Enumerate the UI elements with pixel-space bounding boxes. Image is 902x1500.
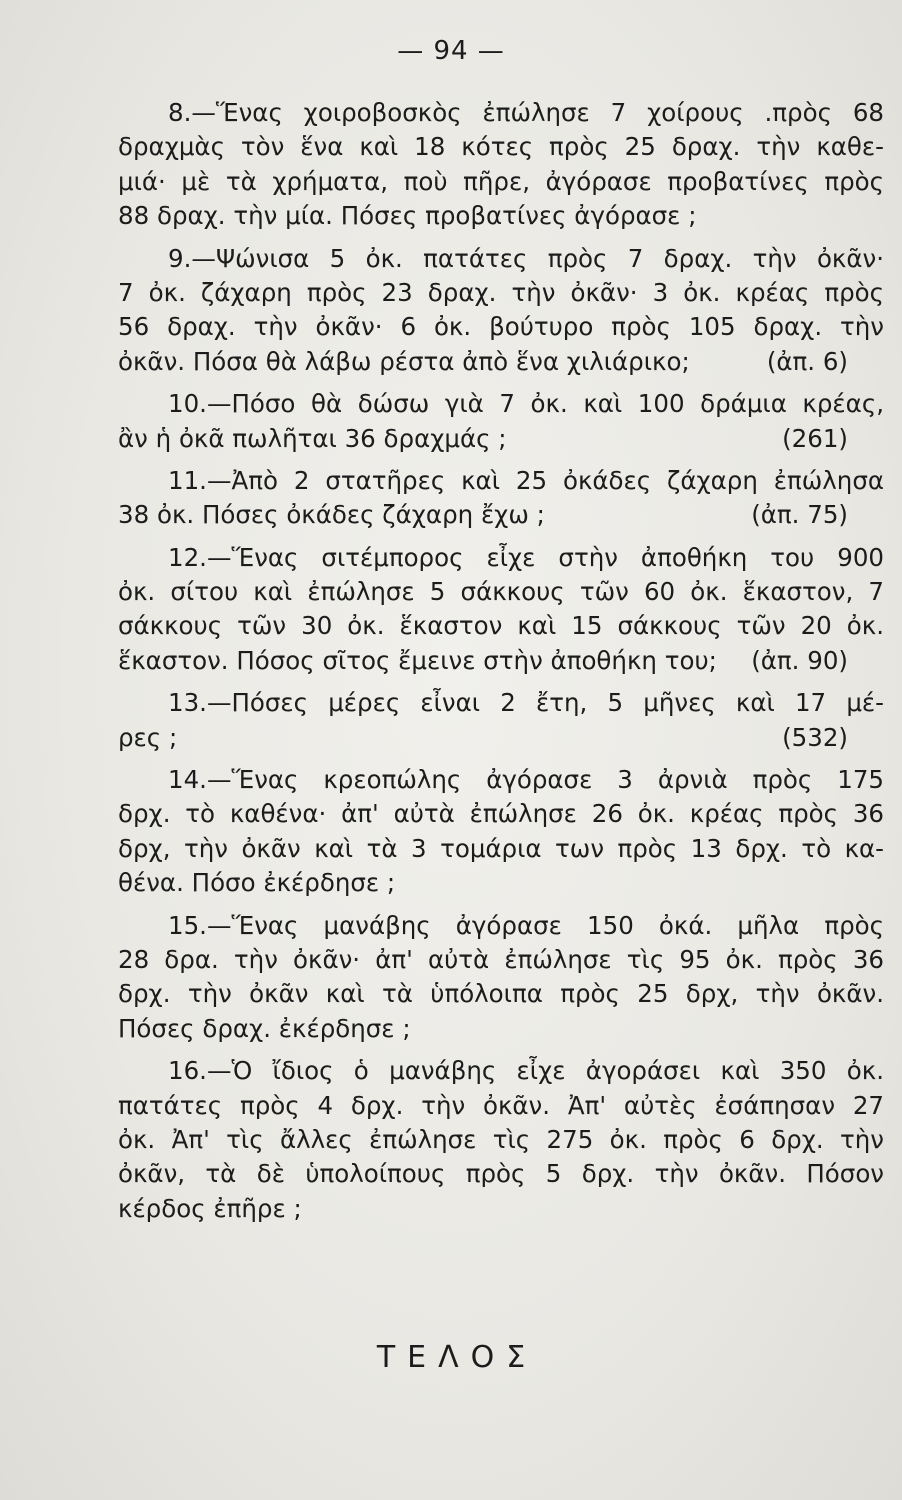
problem-line xyxy=(118,422,884,456)
problem-11 xyxy=(118,464,884,533)
problem-line: 12.—Ἕνας σιτέμπορος εἶχε στὴν ἀποθήκη του 900 xyxy=(168,542,884,572)
problem-line-text: ὀκᾶν. Πόσα θὰ λάβω ρέστα ἀπὸ ἕνα χιλιάρικο; xyxy=(118,346,690,376)
problem-line: 16.—Ὁ ἴδιος ὁ μανάβης εἶχε ἀγοράσει καὶ 350 ὀκ. xyxy=(168,1056,884,1086)
answer-label: (ἀπ. 75) xyxy=(751,500,848,530)
problem-line xyxy=(118,345,884,379)
problem-line: ὀκᾶν, τὰ δὲ ὑπολοίπους πρὸς 5 δρχ. τὴν ὀκᾶν. Πόσον xyxy=(118,1159,884,1189)
problem-line: Πόσες δραχ. ἐκέρδησε ; xyxy=(118,1013,411,1043)
problem-line xyxy=(118,721,884,755)
problem-line xyxy=(118,644,884,678)
problem-line: μιά· μὲ τὰ χρήματα, ποὺ πῆρε, ἀγόρασε προβατίνες πρὸς xyxy=(118,166,884,196)
problem-line: 8.—Ἕνας χοιροβοσκὸς ἐπώλησε 7 χοίρους .πρὸς 68 xyxy=(168,98,884,127)
problem-line: 14.—Ἕνας κρεοπώλης ἀγόρασε 3 ἀρνιὰ πρὸς 175 xyxy=(168,765,884,795)
answer-label: (532) xyxy=(782,722,848,752)
problem-line: δραχμὰς τὸν ἕνα καὶ 18 κότες πρὸς 25 δραχ. τὴν καθε- xyxy=(118,132,884,162)
problem-line: ὀκ. Ἀπ' τὶς ἄλλες ἐπώλησε τὶς 275 ὀκ. πρὸς 6 δρχ. τὴν xyxy=(118,1124,884,1154)
problem-line: 11.—Ἀπὸ 2 στατῆρες καὶ 25 ὀκάδες ζάχαρη ἐπώλησα xyxy=(168,465,884,495)
problem-line: 13.—Πόσες μέρες εἶναι 2 ἔτη, 5 μῆνες καὶ 17 μέ- xyxy=(168,688,884,718)
problem-line-text: ρες ; xyxy=(118,722,178,752)
problem-line: 10.—Πόσο θὰ δώσω γιὰ 7 ὀκ. καὶ 100 δράμια κρέας, xyxy=(168,389,884,419)
problem-14 xyxy=(118,763,884,901)
problem-16 xyxy=(118,1054,884,1226)
problem-line: θένα. Πόσο ἐκέρδησε ; xyxy=(118,868,396,898)
problem-list xyxy=(118,96,884,1234)
answer-label: (261) xyxy=(782,423,848,453)
problem-line: 7 ὀκ. ζάχαρη πρὸς 23 δραχ. τὴν ὀκᾶν· 3 ὀκ. κρέας πρὸς xyxy=(118,277,884,307)
answer-label: (ἀπ. 90) xyxy=(751,645,848,675)
problem-line: δρχ. τὸ καθένα· ἀπ' αὐτὰ ἐπώλησε 26 ὀκ. κρέας πρὸς 36 xyxy=(118,799,884,829)
problem-line: 88 δραχ. τὴν μία. Πόσες προβατίνες ἀγόρασε ; xyxy=(118,201,697,231)
problem-line-text: ἂν ἡ ὀκᾶ πωλῆται 36 δραχμάς ; xyxy=(118,423,507,453)
problem-line: ὀκ. σίτου καὶ ἐπώλησε 5 σάκκους τῶν 60 ὀκ. ἕκαστον, 7 xyxy=(118,577,884,607)
problem-12 xyxy=(118,541,884,679)
problem-line: 28 δρα. τὴν ὀκᾶν· ἀπ' αὐτὰ ἐπώλησε τὶς 95 ὀκ. πρὸς 36 xyxy=(118,944,884,974)
problem-line: κέρδος ἐπῆρε ; xyxy=(118,1193,302,1223)
problem-13 xyxy=(118,686,884,755)
problem-line: σάκκους τῶν 30 ὀκ. ἕκαστον καὶ 15 σάκκους τῶν 20 ὀκ. xyxy=(118,611,884,641)
problem-8 xyxy=(118,96,884,234)
problem-line: 15.—Ἕνας μανάβης ἀγόρασε 150 ὀκά. μῆλα πρὸς xyxy=(168,910,884,940)
problem-line: δρχ. τὴν ὀκᾶν καὶ τὰ ὑπόλοιπα πρὸς 25 δρχ, τὴν ὀκᾶν. xyxy=(118,979,884,1009)
problem-line-text: ἕκαστον. Πόσος σῖτος ἔμεινε στὴν ἀποθήκη του; xyxy=(118,645,717,675)
end-title: ΤΕΛΟΣ xyxy=(376,1340,538,1375)
problem-10 xyxy=(118,387,884,456)
problem-line: δρχ, τὴν ὀκᾶν καὶ τὰ 3 τομάρια των πρὸς 13 δρχ. τὸ κα- xyxy=(118,833,884,863)
answer-label: (ἀπ. 6) xyxy=(766,346,848,376)
problem-line: 9.—Ψώνισα 5 ὀκ. πατάτες πρὸς 7 δραχ. τὴν ὀκᾶν· xyxy=(168,243,884,273)
problem-line xyxy=(118,498,884,532)
page-number: — 94 — xyxy=(397,36,505,66)
problem-line-text: 38 ὀκ. Πόσες ὀκάδες ζάχαρη ἔχω ; xyxy=(118,500,545,530)
problem-line: πατάτες πρὸς 4 δρχ. τὴν ὀκᾶν. Ἀπ' αὐτὲς ἐσάπησαν 27 xyxy=(118,1090,884,1120)
problem-line: 56 δραχ. τὴν ὀκᾶν· 6 ὀκ. βούτυρο πρὸς 105 δραχ. τὴν xyxy=(118,312,884,342)
problem-9 xyxy=(118,242,884,380)
problem-15 xyxy=(118,909,884,1047)
